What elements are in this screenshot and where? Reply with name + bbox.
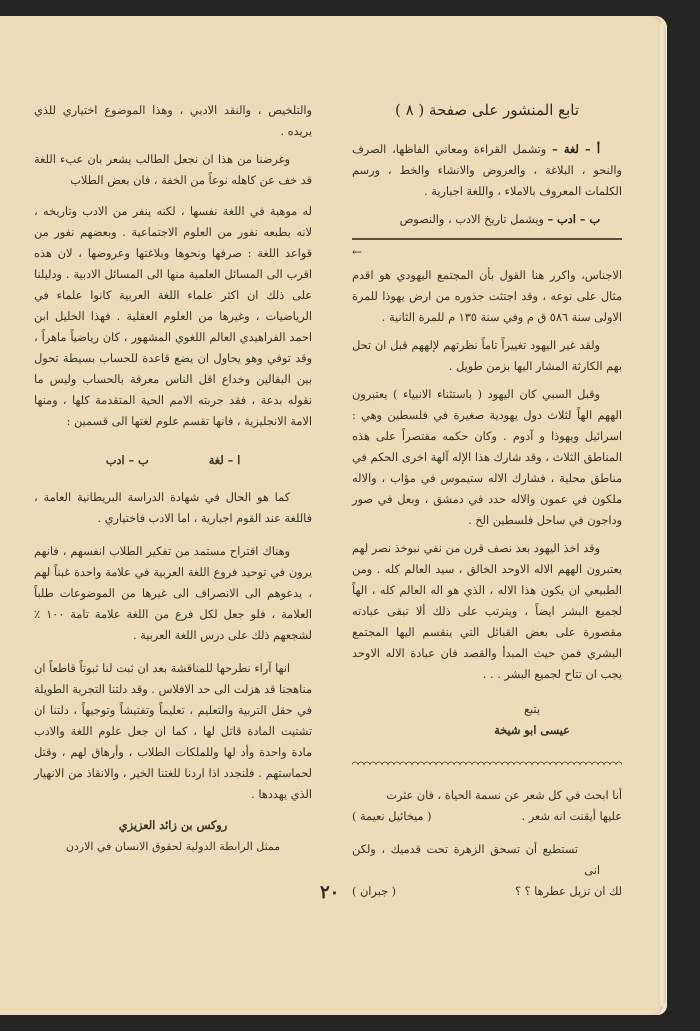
quote-line: عليها أيقنت انه شعر . [521, 810, 622, 823]
section-divider [352, 238, 622, 240]
quote-attribution: ( ميخائيل نعيمة ) [352, 810, 432, 823]
quote-line-with-attribution [352, 881, 622, 902]
article-paragraph: وقبل السبي كان اليهود ( باستثناء الانبياء ) يعتبرون الههم الهاً لثلاث دول يهودية صغيرة في فلسطين وهي : اسرائيل ويهوذا و آدوم . وكان حكمه مقتصراً على هذه المناطق الثلاث ، وقد شارك هذا الإله آلهة اخرى الحكم في مناطق محلية ، فشارك الاله ستيموس في مؤاب ، والاله ملكون في عمون والاله حدد في دمشق ، وبعل في صور وداجون في ساحل فلسطين الخ . [352, 388, 622, 527]
quote-attribution: ( جبران ) [352, 885, 397, 898]
author-name: عيسى ابو شيخة [494, 723, 570, 737]
division-language: ا – لغة [208, 453, 241, 467]
article-paragraph: الاجناس، واكرر هنا القول بأن المجتمع اليهودي هو اقدم مثال على نوعه ، وقد اجتثت جذوره من ارض يهوذا للمرة الاولى سنة ٥٨٦ ق م وفي سنة ١٣٥ م للمرة الثانية . [352, 269, 622, 324]
quote-gibran [352, 839, 622, 902]
page-edge [658, 22, 666, 1007]
page-number: ٢٠ [320, 882, 340, 903]
continuation-heading: تابع المنشور على صفحة ( ٨ ) [394, 101, 580, 119]
left-column [34, 100, 312, 857]
quote-line: تستطيع أن تسحق الزهرة تحت قدميك ، ولكن انى [352, 843, 600, 877]
item-a [352, 139, 622, 202]
quote-line: أنا ابحث في كل شعر عن نسمة الحياة ، فان عثرت [386, 789, 622, 802]
signature-title: ممثل الرابطة الدولية لحقوق الانسان في الاردن [65, 840, 281, 853]
article-paragraph: ولقد غير اليهود تغييراً تاماً نظرتهم لإلههم قبل ان تحل بهم الكارثة المشار اليها بزمن طويل . [352, 339, 622, 373]
article-paragraph: وقد اخذ اليهود بعد نصف قرن من نفي نبوخذ نصر لهم يعتبرون الههم الاله الاوحد الخالق ، سيد العالم كله . ومن الطبيعي ان يكون هذا الاله ، الذي هو اله العالم كله ، الهاً لجميع البشر ايضاً ، ويترتب على ذلك ألا تبقى عبادته مقصورة على بعض القبائل التي ينقسم اليها المجتمع البشري فمن حيث المبدأ والقصد فان عبادة الاله الاوحد يجب ان تتاح لجميع البشر . . . [352, 542, 622, 681]
item-b [352, 209, 622, 230]
to-be-continued: يتبع [524, 703, 540, 716]
item-b-label: ب – ادب – [547, 212, 600, 226]
quote-line: لك ان تزيل عطرها ؟ ؟ [514, 885, 622, 898]
quote-naimy [352, 785, 622, 827]
division-literature: ب – ادب [105, 453, 149, 467]
wavy-divider [352, 759, 622, 767]
item-a-text: وتشمل القراءة ومعاني الفاظها، الصرف والنحو ، البلاغة ، والعروض والانشاء والخط ، ورسم الكلمات المعروف بالاملاء ، واللغة اجبارية . [352, 143, 622, 198]
article-paragraph: كما هو الحال في شهادة الدراسة البريطانية العامة ، فاللغة عند القوم اجبارية ، اما الادب فاختياري . [34, 491, 312, 525]
article-paragraph: وهناك اقتراح مستمد من تفكير الطلاب انفسهم ، فانهم يرون في توحيد فروع اللغة العربية في علامة واحدة غبناً لهم ، يدعوهم الى الانصراف الى غيرها من الموضوعات طلباً العلامة ، فلو جعل لكل فرع من اللغة علامة تامة ١٠٠ ٪ لشجعهم ذلك على درس اللغة العربية . [34, 545, 312, 642]
quote-line-with-attribution [352, 806, 622, 827]
signature-name: روكس بن زائد العزيزي [118, 818, 228, 832]
article-paragraph: له موهبة في اللغة نفسها ، لكنه ينفر من الادب وتاريخه ، لانه بطبعه نفور من العلوم الاجتماعية . وبعضهم نفور من قواعد اللغة : صرفها ونحوها وبلاغتها وعروضها ، لان هذه اقرب الى المسائل العلمية منها الى المسائل الادبية . ودليلنا على ذلك ان اكثر علماء اللغة العربية كانوا علماء في الرياضيات ، وغيرها من العلوم العقلية . فهذا الخليل ابن احمد الفراهيدي العالم اللغوي المشهور ، كان رياضياً ماهراً ، وقد توفي وهو يحاول ان يضع قاعدة للحساب بسيطة تحول بين البقالين وخداع اقل الناس معرفة بالحساب وليس ما نقوله بدعة ، فقد جربته الامم الحية المتقدمة كلها ، ومنها الامة الانجليزية ، فانها تقسم علوم لغتها الى قسمين : [34, 205, 312, 428]
right-column [352, 100, 622, 909]
article-paragraph: وغرضنا من هذا ان نجعل الطالب يشعر بان عبء اللغة قد خف عن كاهله نوعاً من الخفة ، فان بعض الطلاب [34, 153, 312, 187]
article-paragraph: انها آراء نطرحها للمناقشة بعد ان ثبت لنا ثبوتاً قاطعاً ان مناهجنا قد هزلت الى حد الافلاس . وقد دلتنا التجربة الطويلة في حقل التربية والتعليم ، تعليماً وتفتيشاً وتوجيهاً ، دلتنا ان تشتيت المادة قاتل لها ، كما ان جعل علوم اللغة والادب مادة واحدة وأد لها وللملكات الطلاب ، وأرهاق لهم ، وقتل لحماستهم . فلنجدد اذا اردنا للغتنا الخير ، والانقاذ من الانهيار الذي يهددها . [34, 662, 312, 801]
article-paragraph: والتلخيص ، والنقد الادبي ، وهذا الموضوع اختياري للذي يريده . [34, 104, 312, 138]
continuation-arrow-icon: ← [352, 245, 363, 259]
item-a-label: أ – لغة – [552, 142, 600, 156]
division-list [34, 450, 312, 471]
item-b-text: ويشمل تاريخ الادب ، والنصوص [399, 213, 544, 226]
